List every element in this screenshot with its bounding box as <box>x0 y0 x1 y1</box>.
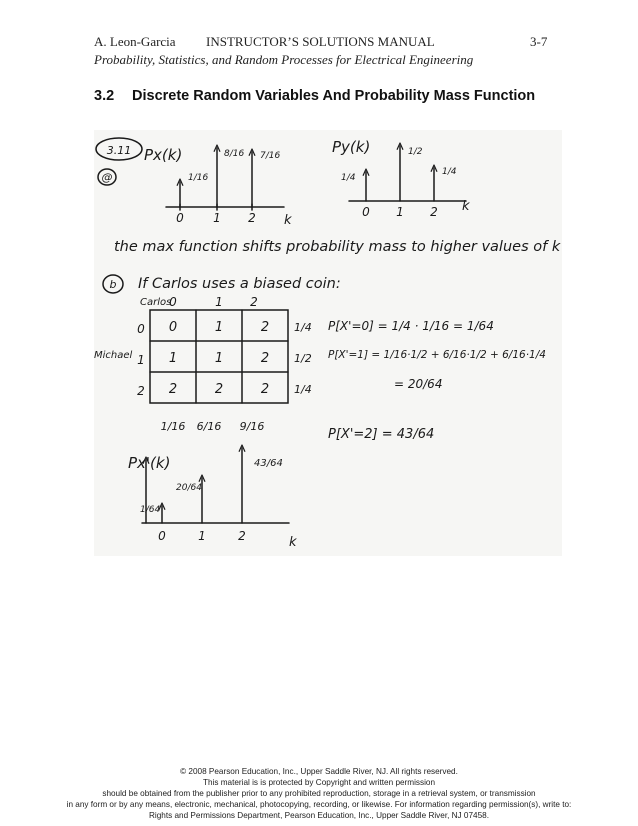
table-row-prob-1: 1/2 <box>294 352 312 365</box>
footer-line-4: in any form or by any means, electronic, mechanical, photocopying, recording, or likewise. For information regarding permission(s), write to: <box>66 800 572 809</box>
header-page-number: 3-7 <box>530 34 548 49</box>
px2-tick-2: 2 <box>238 529 246 543</box>
px2-value-2: 43/64 <box>254 458 283 469</box>
table-col-value-2: 2 <box>250 295 258 309</box>
table-cell: 1 <box>168 351 178 366</box>
equation-px2: P[X'=2] = 43/64 <box>328 427 435 442</box>
table-cell: 0 <box>168 320 178 335</box>
part-b-note: If Carlos uses a biased coin: <box>138 276 341 292</box>
equation-px0: P[X'=0] = 1/4 · 1/16 = 1/64 <box>328 319 494 333</box>
py-label: Py(k) <box>332 138 371 156</box>
equation-px1-result: = 20/64 <box>394 377 443 391</box>
section-number: 3.2 <box>94 88 115 104</box>
px2-value-1: 20/64 <box>176 483 202 493</box>
px-value-0: 1/16 <box>188 173 209 183</box>
part-a-label: @ <box>101 171 113 184</box>
section-title: Discrete Random Variables And Probability Mass Function <box>132 88 536 104</box>
header-title: INSTRUCTOR’S SOLUTIONS MANUAL <box>206 34 435 49</box>
table-cell: 2 <box>168 382 178 397</box>
table-cell: 1 <box>214 351 224 366</box>
header-subtitle: Probability, Statistics, and Random Processes for Electrical Engineering <box>94 52 474 67</box>
part-b-label: b <box>109 278 117 291</box>
table-col-prob-2: 9/16 <box>239 420 265 433</box>
px-tick-1: 1 <box>213 211 221 225</box>
py-tick-k: k <box>462 199 470 214</box>
px-label: Px(k) <box>144 146 183 164</box>
table-row-header: Michael <box>94 350 133 361</box>
py-value-0: 1/4 <box>341 173 356 183</box>
table-col-prob-0: 1/16 <box>160 420 186 433</box>
px2-tick-1: 1 <box>198 529 206 543</box>
px2-tick-k: k <box>289 535 297 550</box>
table-cell: 2 <box>260 382 270 397</box>
footer-line-5: Rights and Permissions Department, Pearson Education, Inc., Upper Saddle River, NJ 07458. <box>149 811 489 820</box>
px-tick-0: 0 <box>176 211 184 225</box>
px-value-2: 7/16 <box>260 151 281 161</box>
footer-copyright: © 2008 Pearson Education, Inc., Upper Saddle River, NJ. All rights reserved. <box>180 767 458 776</box>
table-cell: 2 <box>260 320 270 335</box>
table-row-prob-2: 1/4 <box>294 383 312 396</box>
py-value-2: 1/4 <box>442 167 457 177</box>
table-cell: 2 <box>214 382 224 397</box>
px2-label: Px'(k) <box>128 454 171 472</box>
problem-number: 3.11 <box>106 144 132 157</box>
px-value-1: 8/16 <box>224 149 245 159</box>
px2-tick-0: 0 <box>158 529 166 543</box>
table-row-prob-0: 1/4 <box>294 321 312 334</box>
section-heading <box>94 88 535 104</box>
part-a-note: the max function shifts probability mass to higher values of k <box>114 239 561 255</box>
table-col-header: Carlos <box>140 297 172 308</box>
header-author: A. Leon-Garcia <box>94 34 176 49</box>
table-cell: 1 <box>214 320 224 335</box>
table-row-value-1: 1 <box>137 353 145 367</box>
py-tick-2: 2 <box>430 205 438 219</box>
py-value-1: 1/2 <box>408 147 423 157</box>
table-cell: 2 <box>260 351 270 366</box>
table-row-value-2: 2 <box>137 384 145 398</box>
footer-line-3: should be obtained from the publisher prior to any prohibited reproduction, storage in a retrieval system, or transmission <box>102 789 536 798</box>
table-col-prob-1: 6/16 <box>196 420 222 433</box>
handwritten-solution-scan <box>94 130 562 556</box>
px-tick-2: 2 <box>248 211 256 225</box>
equation-px1: P[X'=1] = 1/16·1/2 + 6/16·1/2 + 6/16·1/4 <box>328 349 546 361</box>
px2-value-0: 1/64 <box>140 505 161 515</box>
table-col-value-0: 0 <box>169 295 177 309</box>
py-tick-1: 1 <box>396 205 404 219</box>
table-row-value-0: 0 <box>137 322 145 336</box>
py-tick-0: 0 <box>362 205 370 219</box>
footer-line-2: This material is is protected by Copyright and written permission <box>202 778 436 787</box>
px-tick-k: k <box>284 213 292 228</box>
table-col-value-1: 1 <box>215 295 223 309</box>
